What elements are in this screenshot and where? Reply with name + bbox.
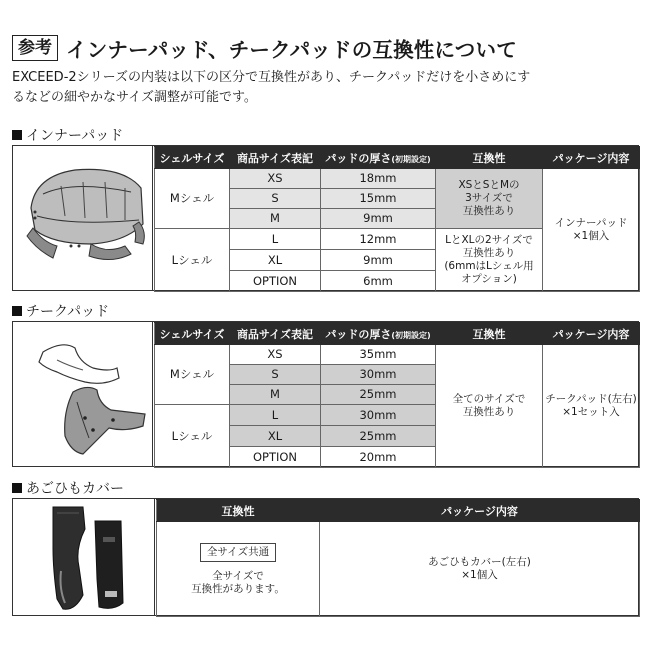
cheek-pad-heading: チークパッド (12, 301, 109, 321)
col-pad-thickness: パッドの厚さ(初期設定) (321, 147, 436, 169)
thickness-cell: 12mm (321, 229, 436, 250)
l-shell-cell: Lシェル (155, 229, 230, 292)
package-cell: あごひもカバー(左右) ×1個入 (320, 522, 640, 617)
col-product-size: 商品サイズ表記 (230, 323, 321, 345)
m-shell-cell: Mシェル (155, 169, 230, 229)
title-row (12, 33, 517, 63)
inner-pad-heading: インナーパッド (12, 125, 123, 145)
col-compatibility: 互換性 (436, 323, 543, 345)
cheek-pad-image (13, 322, 153, 466)
chin-cover-table (156, 499, 640, 617)
col-compatibility: 互換性 (436, 147, 543, 169)
thickness-cell: 15mm (321, 189, 436, 209)
col-package: パッケージ内容 (543, 323, 640, 345)
size-cell: XS (230, 169, 321, 189)
size-cell: L (230, 229, 321, 250)
size-cell: XS (230, 345, 321, 365)
m-shell-cell: Mシェル (155, 345, 230, 405)
size-cell: M (230, 209, 321, 229)
cheek-pad-table (154, 322, 640, 468)
thickness-cell: 18mm (321, 169, 436, 189)
inner-pad-image (13, 146, 153, 290)
intro-text (12, 68, 640, 108)
page-title: インナーパッド、チークパッドの互換性について (66, 38, 517, 62)
compat-cell: 全てのサイズで 互換性あり (436, 345, 543, 468)
size-cell: S (230, 189, 321, 209)
package-cell: チークパッド(左右) ×1セット入 (543, 345, 640, 468)
square-bullet-icon (12, 306, 22, 316)
chin-cover-image (13, 499, 155, 615)
col-package: パッケージ内容 (320, 500, 640, 522)
thickness-cell: 30mm (321, 405, 436, 426)
chin-cover-heading: あごひもカバー (12, 478, 124, 498)
inner-pad-panel (12, 145, 639, 291)
reference-badge: 参考 (12, 35, 58, 61)
thickness-cell: 25mm (321, 385, 436, 405)
intro-line-1: EXCEED-2シリーズの内装は以下の区分で互換性があり、チークパッドだけを小さめにす (12, 70, 531, 85)
package-cell: インナーパッド ×1個入 (543, 169, 640, 292)
thickness-cell: 25mm (321, 426, 436, 447)
thickness-cell: 30mm (321, 365, 436, 385)
size-cell: M (230, 385, 321, 405)
col-package: パッケージ内容 (543, 147, 640, 169)
thickness-cell: 9mm (321, 250, 436, 271)
compat-m-cell: XSとSとMの 3サイズで 互換性あり (436, 169, 543, 229)
col-compatibility: 互換性 (157, 500, 320, 522)
chin-cover-illustration (13, 499, 155, 615)
square-bullet-icon (12, 483, 22, 493)
size-cell: L (230, 405, 321, 426)
cheek-pad-panel (12, 321, 639, 467)
col-pad-thickness: パッドの厚さ(初期設定) (321, 323, 436, 345)
col-product-size: 商品サイズ表記 (230, 147, 321, 169)
intro-line-2: るなどの細やかなサイズ調整が可能です。 (12, 90, 257, 105)
chin-cover-panel (12, 498, 639, 616)
all-sizes-badge: 全サイズ共通 (200, 543, 276, 562)
inner-pad-table (154, 146, 640, 292)
thickness-cell: 35mm (321, 345, 436, 365)
size-cell: XL (230, 426, 321, 447)
col-shell-size: シェルサイズ (155, 147, 230, 169)
compat-cell: 全サイズ共通 全サイズで 互換性があります。 (157, 522, 320, 617)
col-shell-size: シェルサイズ (155, 323, 230, 345)
size-cell: OPTION (230, 447, 321, 468)
size-cell: OPTION (230, 271, 321, 292)
l-shell-cell: Lシェル (155, 405, 230, 468)
size-cell: XL (230, 250, 321, 271)
inner-pad-illustration (13, 146, 153, 290)
thickness-cell: 6mm (321, 271, 436, 292)
thickness-cell: 20mm (321, 447, 436, 468)
size-cell: S (230, 365, 321, 385)
thickness-cell: 9mm (321, 209, 436, 229)
cheek-pad-illustration (13, 322, 153, 466)
compat-l-cell: LとXLの2サイズで 互換性あり (6mmはLシェル用 オプション) (436, 229, 543, 292)
square-bullet-icon (12, 130, 22, 140)
